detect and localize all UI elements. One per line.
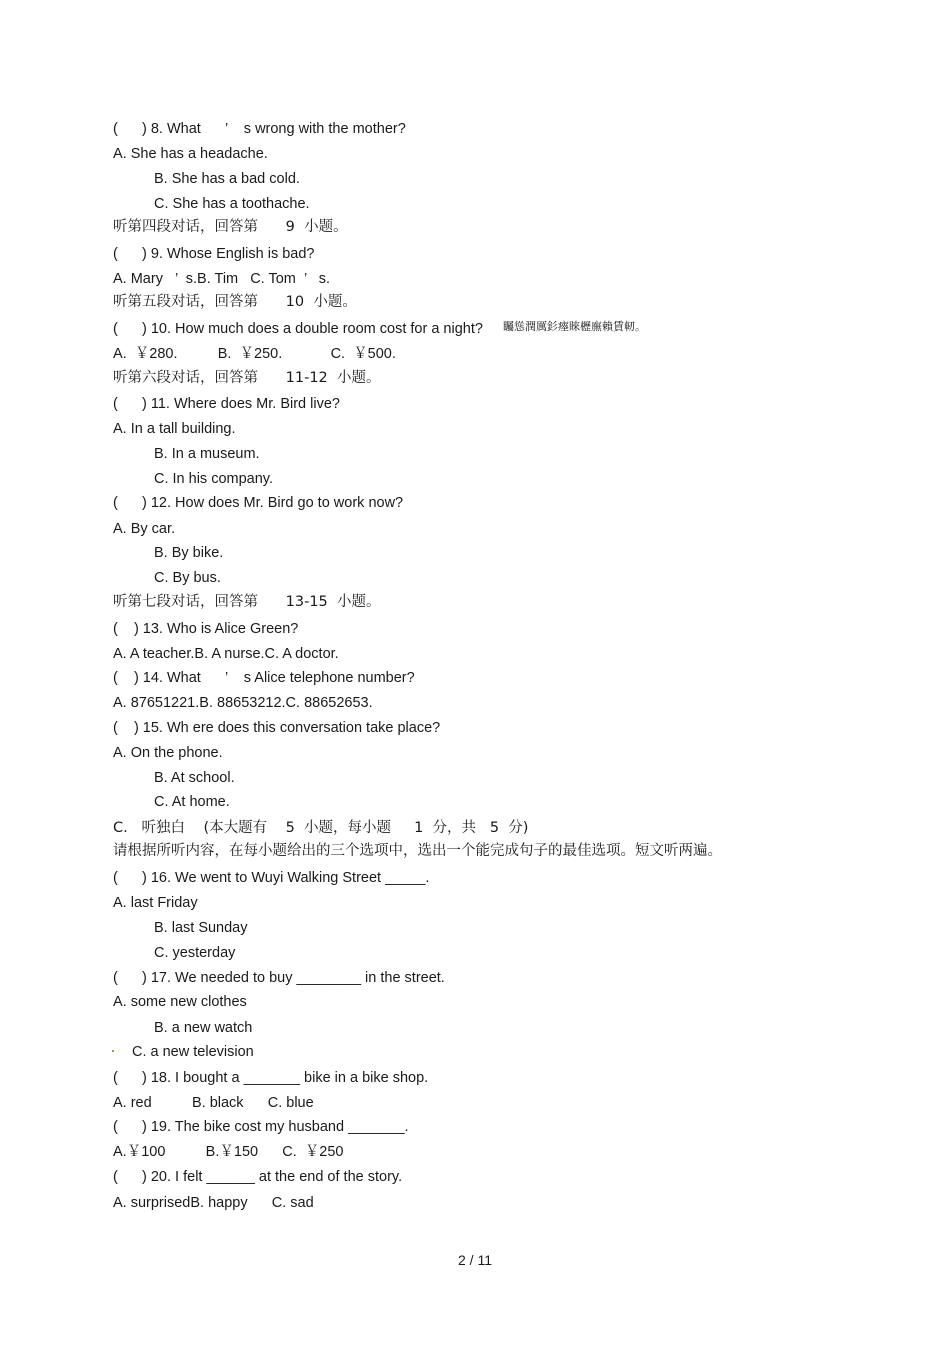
section-instruction-4: 听第四段对话，回答第 9 小题。 xyxy=(113,219,348,235)
option-12b: B. By bike. xyxy=(154,545,224,561)
options-10: A. ￥280. B. ￥250. C. ￥500. xyxy=(113,346,396,362)
section-c-instruction: 请根据所听内容，在每小题给出的三个选项中，选出一个能完成句子的最佳选项。短文听两遍。 xyxy=(113,843,722,859)
options-9: A. Mary ’ s.B. Tim C. Tom ’ s. xyxy=(113,271,330,287)
question-14: ( ) 14. What ’ s Alice telephone number? xyxy=(113,670,415,686)
question-11: ( ) 11. Where does Mr. Bird live? xyxy=(113,396,340,412)
option-17b: B. a new watch xyxy=(154,1020,253,1036)
question-17: ( ) 17. We needed to buy ________ in the street. xyxy=(113,970,445,986)
option-16c: C. yesterday xyxy=(154,945,236,961)
option-8c: C. She has a toothache. xyxy=(154,196,310,212)
option-17a: A. some new clothes xyxy=(113,994,247,1010)
options-13: A. A teacher.B. A nurse.C. A doctor. xyxy=(113,646,339,662)
question-8: ( ) 8. What ’ s wrong with the mother? xyxy=(113,121,406,137)
options-14: A. 87651221.B. 88653212.C. 88652653. xyxy=(113,695,373,711)
question-18: ( ) 18. I bought a _______ bike in a bike shop. xyxy=(113,1070,429,1086)
option-16a: A. last Friday xyxy=(113,895,198,911)
question-20: ( ) 20. I felt ______ at the end of the story. xyxy=(113,1169,403,1185)
stray-dot xyxy=(112,1050,114,1052)
section-instruction-6: 听第六段对话，回答第 11-12 小题。 xyxy=(113,370,381,386)
margin-note: 矚慫潤厲釤瘞睞櫪廡賴賃軔。 xyxy=(503,320,646,333)
option-8a: A. She has a headache. xyxy=(113,146,268,162)
question-16: ( ) 16. We went to Wuyi Walking Street _____. xyxy=(113,870,430,886)
question-19: ( ) 19. The bike cost my husband _______. xyxy=(113,1119,409,1135)
option-11b: B. In a museum. xyxy=(154,446,260,462)
section-instruction-7: 听第七段对话，回答第 13-15 小题。 xyxy=(113,594,381,610)
option-15b: B. At school. xyxy=(154,770,235,786)
option-12a: A. By car. xyxy=(113,521,176,537)
option-15a: A. On the phone. xyxy=(113,745,223,761)
section-c-heading: C. 听独白 (本大题有 5 小题，每小题 1 分，共 5 分) xyxy=(113,820,529,836)
question-13: ( ) 13. Who is Alice Green? xyxy=(113,621,299,637)
question-9: ( ) 9. Whose English is bad? xyxy=(113,246,315,262)
options-19: A.￥100 B.￥150 C. ￥250 xyxy=(113,1144,344,1160)
options-18: A. red B. black C. blue xyxy=(113,1095,314,1111)
section-instruction-5: 听第五段对话，回答第 10 小题。 xyxy=(113,294,357,310)
question-10: ( ) 10. How much does a double room cost for a night? xyxy=(113,321,483,337)
options-20: A. surprisedB. happy C. sad xyxy=(113,1195,314,1211)
option-12c: C. By bus. xyxy=(154,570,221,586)
question-15: ( ) 15. Wh ere does this conversation take place? xyxy=(113,720,441,736)
option-8b: B. She has a bad cold. xyxy=(154,171,300,187)
question-12: ( ) 12. How does Mr. Bird go to work now? xyxy=(113,495,404,511)
option-11c: C. In his company. xyxy=(154,471,274,487)
page-number: 2 / 11 xyxy=(458,1252,492,1268)
option-15c: C. At home. xyxy=(154,794,230,810)
option-17c: C. a new television xyxy=(132,1044,254,1060)
option-16b: B. last Sunday xyxy=(154,920,248,936)
option-11a: A. In a tall building. xyxy=(113,421,236,437)
